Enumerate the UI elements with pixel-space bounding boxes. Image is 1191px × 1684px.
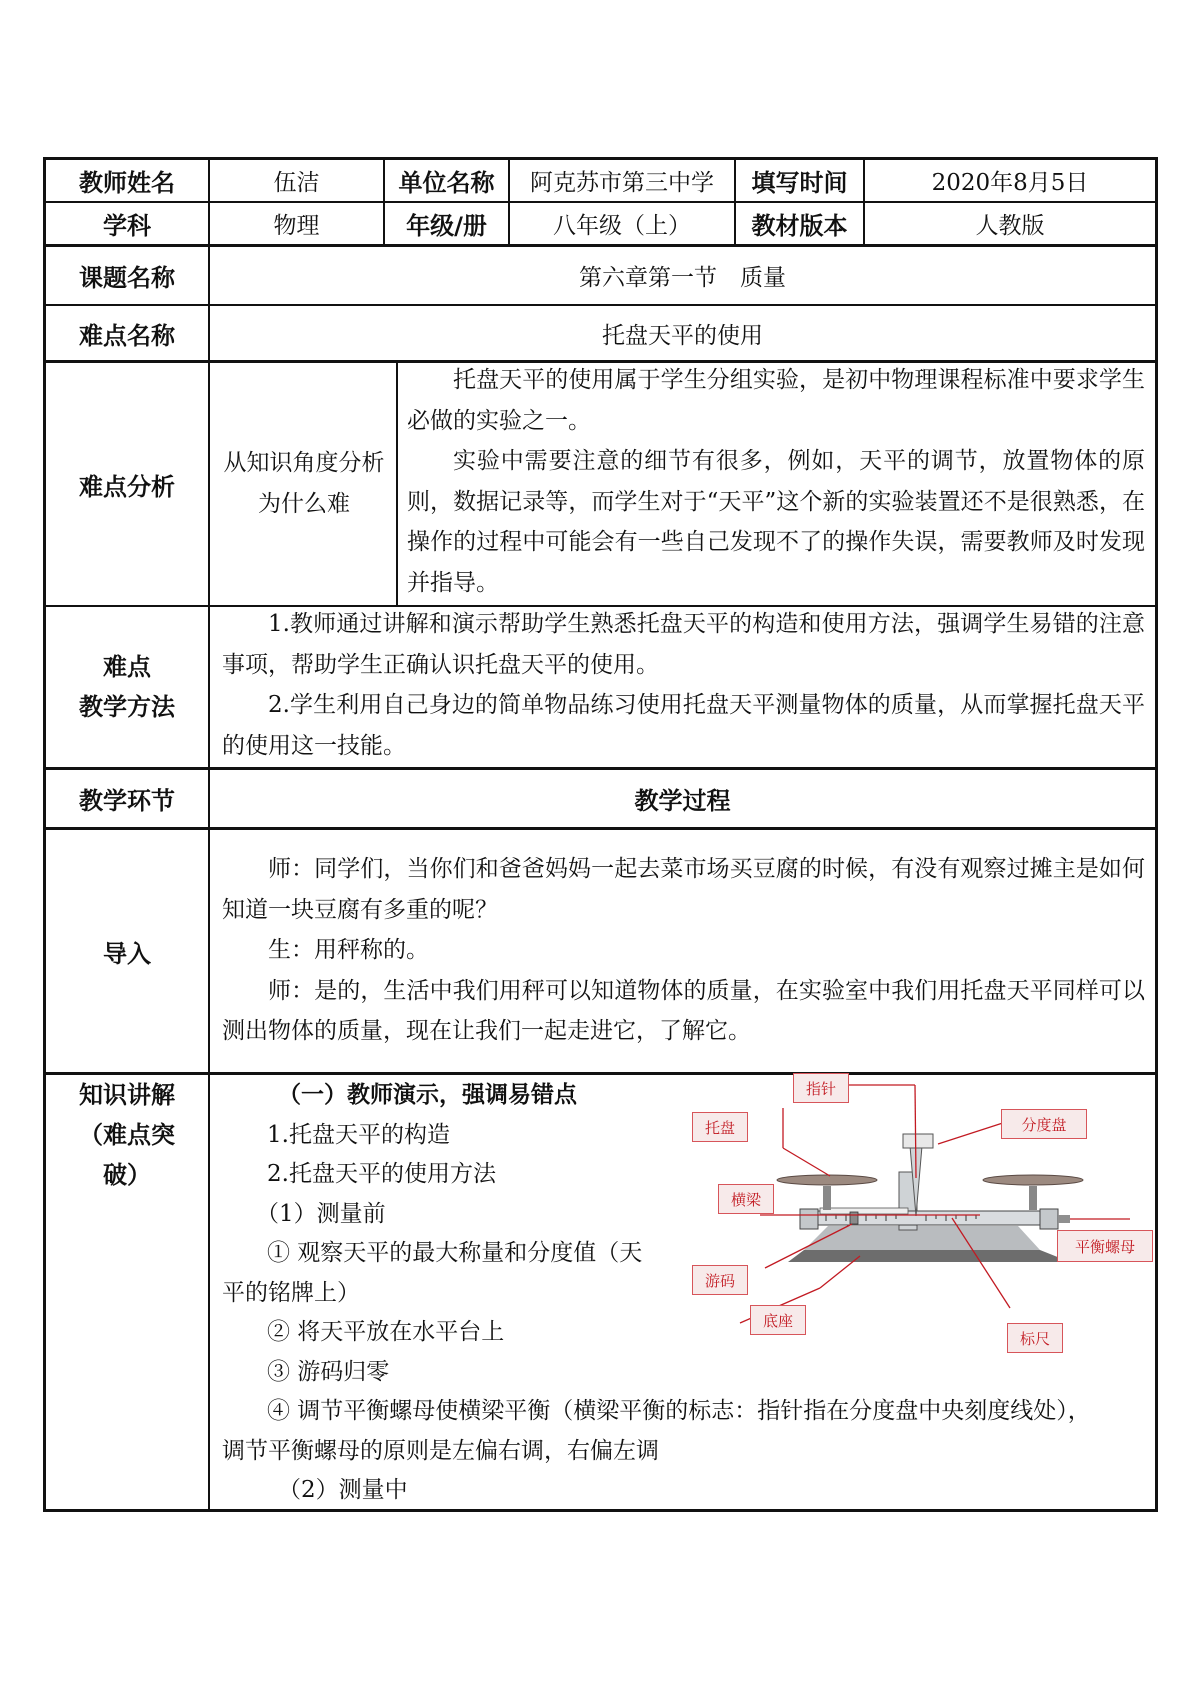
grade-value: 八年级（上） — [553, 213, 691, 239]
knowledge-text-wide — [222, 1392, 1157, 1511]
knowledge-item: 2.托盘天平的使用方法 — [267, 1161, 496, 1187]
balance-base-top — [804, 1226, 1040, 1250]
balance-base-edge — [788, 1250, 1070, 1262]
label-base: 底座 — [750, 1305, 806, 1335]
fill-date-label: 填写时间 — [751, 169, 848, 197]
intro-paragraph: 师：是的，生活中我们用秤可以知道物体的质量，在实验室中我们用托盘天平同样可以测出物体的质量，现在让我们一起走进它，了解它。 — [222, 977, 1145, 1044]
teaching-stage-header: 教学环节 — [79, 787, 175, 815]
tray-left-shape — [777, 1175, 877, 1185]
method-label-line: 教学方法 — [79, 693, 175, 721]
intro-paragraph: 师：同学们，当你们和爸爸妈妈一起去菜市场买豆腐的时候，有没有观察过摊主是如何知道一块豆腐有多重的呢？ — [222, 856, 1145, 923]
label-nut: 平衡螺母 — [1057, 1230, 1153, 1262]
knowledge-item: 1.托盘天平的构造 — [267, 1121, 450, 1148]
tray-right-shape — [983, 1175, 1083, 1185]
edition-value: 人教版 — [975, 213, 1045, 239]
difficulty-label: 难点名称 — [79, 321, 175, 350]
knowledge-label-line: （难点突 — [79, 1121, 175, 1149]
nut-shape — [1058, 1215, 1070, 1223]
knowledge-item: ③ 游码归零 — [267, 1358, 390, 1385]
method-label-line: 难点 — [103, 653, 151, 681]
knowledge-item: 调节平衡螺母的原则是左偏右调，右偏左调 — [222, 1437, 659, 1464]
knowledge-item: ② 将天平放在水平台上 — [267, 1319, 505, 1345]
knowledge-heading: （一）教师演示，强调易错点 — [278, 1082, 577, 1108]
label-scale: 标尺 — [1007, 1323, 1063, 1353]
difficulty-value: 托盘天平的使用 — [602, 322, 763, 349]
intro-text — [222, 849, 1145, 1052]
knowledge-label-line: 破） — [103, 1161, 151, 1189]
label-pointer: 指针 — [793, 1073, 849, 1103]
intro-label: 导入 — [103, 939, 151, 968]
fill-date-value: 2020年8月5日 — [931, 170, 1089, 196]
label-dial: 分度盘 — [1001, 1109, 1087, 1139]
method-label — [46, 607, 208, 767]
edition-label: 教材版本 — [751, 212, 848, 240]
label-tray: 托盘 — [692, 1112, 748, 1142]
teacher-name-value: 伍洁 — [273, 170, 320, 196]
dial-shape — [903, 1134, 933, 1148]
analysis-text — [407, 360, 1145, 603]
unit-name-label: 单位名称 — [398, 169, 495, 197]
knowledge-label-line: 知识讲解 — [79, 1081, 175, 1109]
label-beam: 横梁 — [718, 1184, 774, 1214]
analysis-sub-label: 从知识角度分析为什么难 — [223, 450, 385, 517]
grade-label: 年级/册 — [406, 212, 487, 240]
knowledge-item: 平的铭牌上） — [222, 1279, 360, 1306]
knowledge-item: （1）测量前 — [256, 1200, 386, 1227]
knowledge-text — [210, 1076, 700, 1392]
method-text — [222, 604, 1145, 766]
knowledge-label — [46, 1075, 208, 1195]
label-rider: 游码 — [692, 1265, 748, 1295]
knowledge-item: （2）测量中 — [278, 1477, 408, 1503]
unit-name-value: 阿克苏市第三中学 — [530, 170, 714, 196]
method-paragraph: 2.学生利用自己身边的简单物品练习使用托盘天平测量物体的质量，从而掌握托盘天平的使用这一技能。 — [222, 692, 1145, 759]
analysis-paragraph: 托盘天平的使用属于学生分组实验，是初中物理课程标准中要求学生必做的实验之一。 — [407, 367, 1145, 434]
knowledge-item: ④ 调节平衡螺母使横梁平衡（横梁平衡的标志：指针指在分度盘中央刻度线处）， — [267, 1398, 1091, 1424]
rider-shape — [850, 1212, 858, 1224]
subject-value: 物理 — [273, 213, 320, 239]
method-paragraph: 1.教师通过讲解和演示帮助学生熟悉托盘天平的构造和使用方法，强调学生易错的注意事项，帮助学生正确认识托盘天平的使用。 — [222, 611, 1145, 678]
teacher-name-label: 教师姓名 — [79, 169, 175, 197]
analysis-label: 难点分析 — [79, 472, 175, 501]
analysis-paragraph: 实验中需要注意的细节有很多，例如，天平的调节，放置物体的原则，数据记录等，而学生对于“天平”这个新的实验装置还不是很熟悉，在操作的过程中可能会有一些自己发现不了的操作失误，需要教师及时发现并指导。 — [407, 448, 1145, 596]
balance-ruler — [820, 1208, 908, 1214]
knowledge-item: ① 观察天平的最大称量和分度值（天 — [267, 1240, 643, 1266]
topic-value: 第六章第一节 质量 — [579, 265, 786, 291]
teaching-process-header: 教学过程 — [634, 787, 731, 815]
intro-paragraph: 生：用秤称的。 — [268, 937, 429, 963]
topic-label: 课题名称 — [79, 264, 175, 292]
subject-label: 学科 — [103, 212, 151, 240]
